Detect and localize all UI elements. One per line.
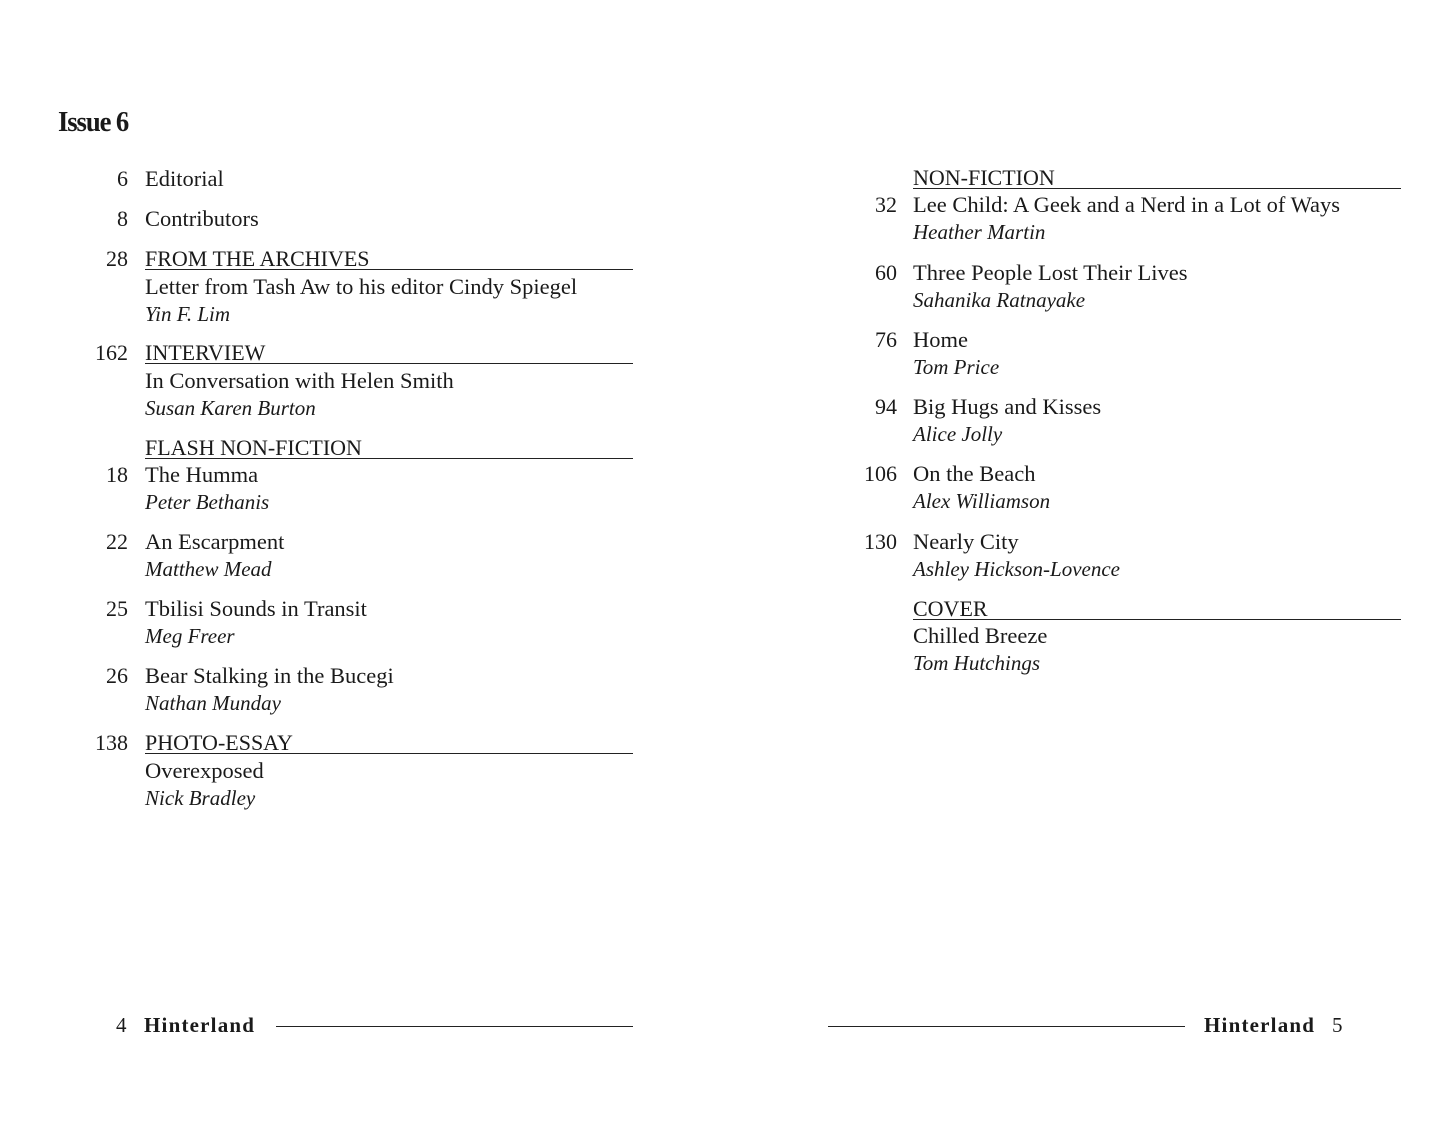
- footer-page-number-right: 5: [1332, 1013, 1343, 1037]
- toc-entry-title: On the Beach: [913, 461, 1036, 486]
- toc-page-number: 32: [875, 192, 897, 217]
- toc-entry-title: Bear Stalking in the Bucegi: [145, 663, 394, 688]
- toc-entry-author: Matthew Mead: [145, 557, 272, 581]
- toc-page-number: 8: [117, 206, 128, 231]
- toc-section-heading: FROM THE ARCHIVES: [145, 246, 633, 270]
- toc-entry-author: Yin F. Lim: [145, 302, 231, 326]
- footer-rule-left: [276, 1026, 633, 1027]
- toc-entry-author: Peter Bethanis: [145, 490, 270, 514]
- toc-entry-author: Meg Freer: [145, 624, 235, 648]
- toc-entry-author: Susan Karen Burton: [145, 396, 316, 420]
- toc-entry-title: An Escarpment: [145, 529, 285, 554]
- toc-page-number: 60: [875, 260, 897, 285]
- toc-entry-author: Nick Bradley: [145, 786, 256, 810]
- toc-entry-title: Tbilisi Sounds in Transit: [145, 596, 367, 621]
- toc-section-heading: FLASH NON-FICTION: [145, 435, 633, 459]
- toc-section-heading: PHOTO-ESSAY: [145, 730, 633, 754]
- toc-page-number: 22: [106, 529, 128, 554]
- toc-page-number: 106: [864, 461, 897, 486]
- toc-page-number: 6: [117, 166, 128, 191]
- toc-entry-author: Alex Williamson: [913, 489, 1051, 513]
- toc-section-heading: INTERVIEW: [145, 340, 633, 364]
- toc-entry-author: Alice Jolly: [913, 422, 1003, 446]
- toc-page-number: 162: [95, 340, 128, 365]
- toc-entry-title: Home: [913, 327, 968, 352]
- toc-entry-title: Three People Lost Their Lives: [913, 260, 1188, 285]
- toc-entry-title: Overexposed: [145, 758, 264, 783]
- toc-page-number: 28: [106, 246, 128, 271]
- toc-entry-author: Tom Price: [913, 355, 1000, 379]
- toc-page-number: 94: [875, 394, 897, 419]
- toc-entry-author: Tom Hutchings: [913, 651, 1040, 675]
- toc-entry-title: Big Hugs and Kisses: [913, 394, 1102, 419]
- toc-page-number: 18: [106, 462, 128, 487]
- toc-entry-author: Heather Martin: [913, 220, 1046, 244]
- toc-page-number: 25: [106, 596, 128, 621]
- toc-entry-title: Nearly City: [913, 529, 1019, 554]
- footer-magazine-name-right: Hinterland: [1204, 1013, 1316, 1037]
- footer-rule-right: [828, 1026, 1185, 1027]
- toc-section-heading: COVER: [913, 596, 1401, 620]
- toc-entry-author: Nathan Munday: [145, 691, 281, 715]
- footer-page-number-left: 4: [116, 1013, 127, 1037]
- toc-entry-title: Chilled Breeze: [913, 623, 1048, 648]
- toc-entry-title: Lee Child: A Geek and a Nerd in a Lot of Ways: [913, 192, 1341, 217]
- toc-page-number: 26: [106, 663, 128, 688]
- issue-title: Issue 6: [58, 106, 129, 138]
- toc-page-number: 130: [864, 529, 897, 554]
- toc-entry-title: Editorial: [145, 166, 224, 191]
- toc-page-number: 76: [875, 327, 897, 352]
- toc-entry-author: Sahanika Ratnayake: [913, 288, 1086, 312]
- footer-magazine-name-left: Hinterland: [144, 1013, 256, 1037]
- toc-page-number: 138: [95, 730, 128, 755]
- toc-entry-title: In Conversation with Helen Smith: [145, 368, 454, 393]
- toc-section-heading: NON-FICTION: [913, 165, 1401, 189]
- toc-entry-title: Contributors: [145, 206, 259, 231]
- toc-entry-title: Letter from Tash Aw to his editor Cindy Spiegel: [145, 274, 578, 299]
- toc-entry-title: The Humma: [145, 462, 259, 487]
- toc-entry-author: Ashley Hickson-Lovence: [913, 557, 1120, 581]
